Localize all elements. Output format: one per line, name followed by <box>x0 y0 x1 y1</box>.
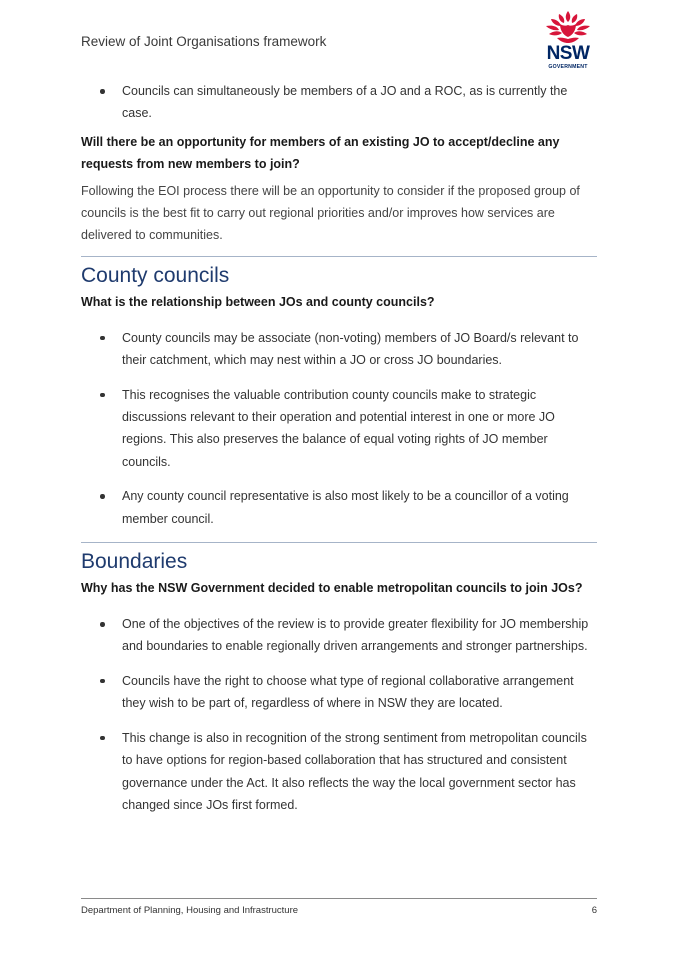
section-divider <box>81 256 597 257</box>
list-item <box>81 80 597 125</box>
question-heading: Why has the NSW Government decided to enable metropolitan councils to join JOs? <box>81 581 583 596</box>
bullet-icon <box>100 89 105 94</box>
footer-divider <box>81 898 597 899</box>
page-number: 6 <box>591 905 597 916</box>
list-item-text: This recognises the valuable contribution county councils make to strategic discussions relevant to their operation and potential interest in one or more JO regions. This also preserves the balance of equal voting rights of JO member councils. <box>122 387 555 469</box>
list-item-text: One of the objectives of the review is to provide greater flexibility for JO membership and boundaries to enable regionally driven arrangements and stronger partnerships. <box>122 617 589 654</box>
bullet-icon <box>100 393 105 398</box>
logo-subtitle: GOVERNMENT <box>548 64 588 70</box>
bullet-icon <box>100 622 105 627</box>
bullet-icon <box>100 736 105 741</box>
list-item-text: This change is also in recognition of the strong sentiment from metropolitan councils to have options for region-based collaboration that has structured and consistent governance under the Act. It also reflects the way the local government sector has changed since JOs first formed. <box>122 730 587 812</box>
list-item-text: County councils may be associate (non-voting) members of JO Board/s relevant to their catchment, which may nest within a JO or cross JO boundaries. <box>122 330 579 368</box>
section-divider <box>81 542 597 543</box>
list-item-text: Any county council representative is also most likely to be a councillor of a voting member council. <box>122 489 569 526</box>
list-item <box>81 727 597 817</box>
list-item <box>81 613 597 658</box>
bullet-icon <box>100 679 105 684</box>
bullet-icon <box>100 494 105 499</box>
header-title: Review of Joint Organisations framework <box>81 34 327 49</box>
question-heading: What is the relationship between JOs and county councils? <box>81 294 435 309</box>
list-item <box>81 384 597 474</box>
list-item <box>81 670 597 715</box>
footer-department: Department of Planning, Housing and Infrastructure <box>81 905 299 916</box>
list-item-text: Councils can simultaneously be members of a JO and a ROC, as is currently the case. <box>122 84 568 121</box>
bullet-icon <box>100 336 105 341</box>
list-item <box>81 485 597 530</box>
section-heading-boundaries: Boundaries <box>81 550 188 574</box>
nsw-government-logo <box>540 10 596 72</box>
waratah-icon <box>540 10 596 46</box>
list-item-text: Councils have the right to choose what type of regional collaborative arrangement they wish to be part of, regardless of where in NSW they are located. <box>122 673 574 711</box>
section-heading-county-councils: County councils <box>81 263 230 287</box>
document-body <box>81 80 597 816</box>
question-heading: Will there be an opportunity for members of an existing JO to accept/decline any requests from new members to join? <box>81 134 560 171</box>
answer-paragraph: Following the EOI process there will be an opportunity to consider if the proposed group of councils is the best fit to carry out regional priorities and/or improves how services are delivered to communities. <box>81 183 580 242</box>
list-item <box>81 327 597 372</box>
logo-wordmark: NSW <box>546 43 590 64</box>
